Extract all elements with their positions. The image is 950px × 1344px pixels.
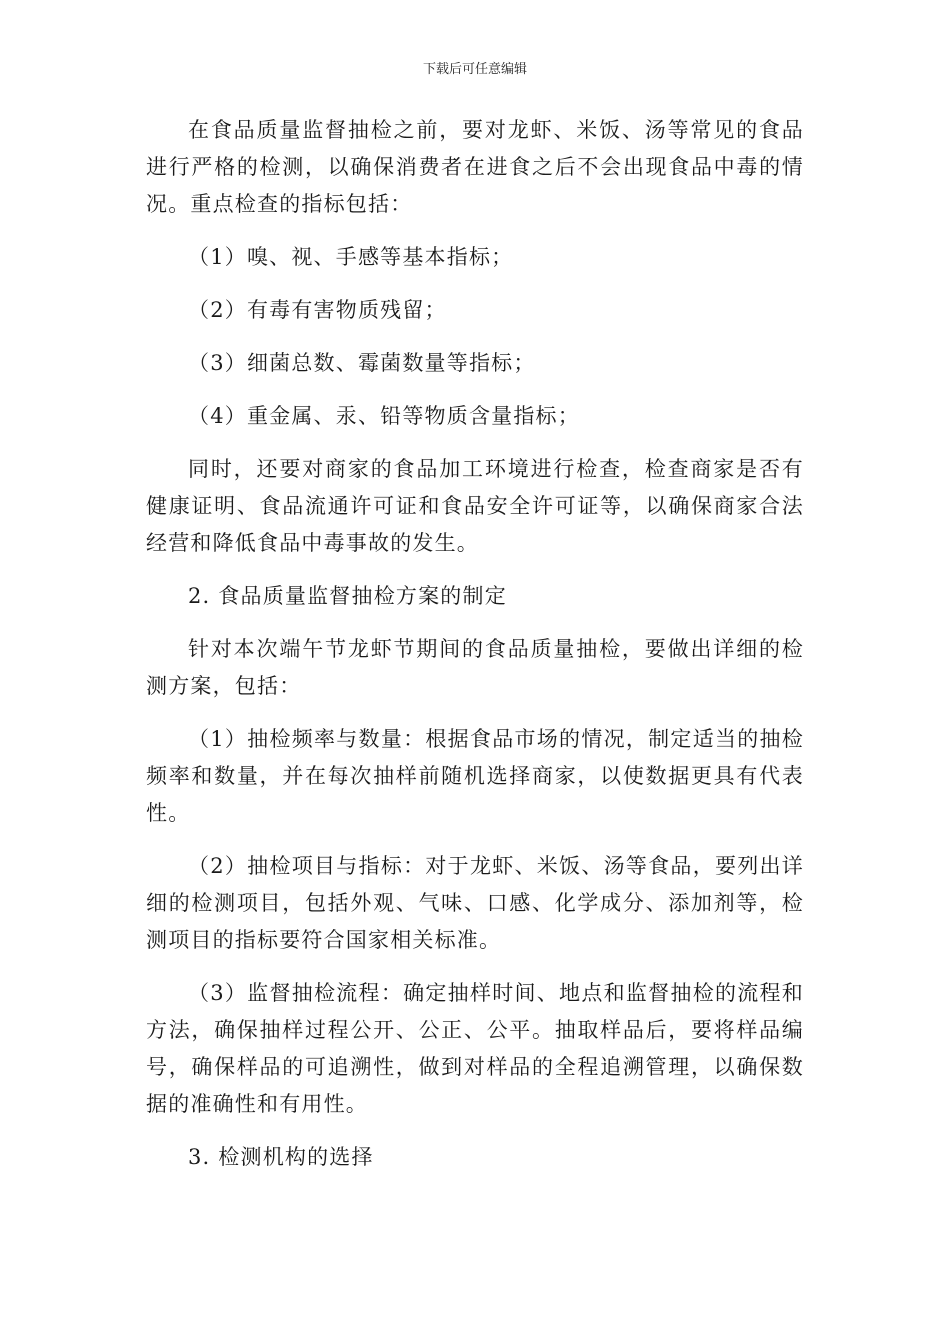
paragraph-process: （3）监督抽检流程：确定抽样时间、地点和监督抽检的流程和方法，确保抽样过程公开、公正、公平。抽取样品后，要将样品编号，确保样品的可追溯性，做到对样品的全程追溯管理，以确保数据的准确性和有用性。 (146, 981, 804, 1116)
paragraph-environment: 同时，还要对商家的食品加工环境进行检查，检查商家是否有健康证明、食品流通许可证和食品安全许可证等，以确保商家合法经营和降低食品中毒事故的发生。 (146, 457, 804, 555)
paragraph-intro: 在食品质量监督抽检之前，要对龙虾、米饭、汤等常见的食品进行严格的检测，以确保消费者在进食之后不会出现食品中毒的情况。重点检查的指标包括： (146, 118, 804, 216)
header-note: 下载后可任意编辑 (422, 62, 527, 77)
list-item: （3）细菌总数、霉菌数量等指标； (188, 351, 536, 375)
list-item: （1）嗅、视、手感等基本指标； (188, 245, 514, 269)
section-heading-2: 2. 食品质量监督抽检方案的制定 (188, 584, 507, 608)
paragraph-plan: 针对本次端午节龙虾节期间的食品质量抽检，要做出详细的检测方案，包括： (146, 637, 804, 698)
paragraph-frequency: （1）抽检频率与数量：根据食品市场的情况，制定适当的抽检频率和数量，并在每次抽样前随机选择商家，以使数据更具有代表性。 (146, 727, 804, 825)
document-body (146, 112, 804, 1192)
paragraph-items: （2）抽检项目与指标：对于龙虾、米饭、汤等食品，要列出详细的检测项目，包括外观、气味、口感、化学成分、添加剂等，检测项目的指标要符合国家相关标准。 (146, 854, 804, 952)
list-item: （4）重金属、汞、铅等物质含量指标； (188, 404, 580, 428)
list-item: （2）有毒有害物质残留； (188, 298, 447, 322)
section-heading-3: 3. 检测机构的选择 (188, 1145, 374, 1169)
